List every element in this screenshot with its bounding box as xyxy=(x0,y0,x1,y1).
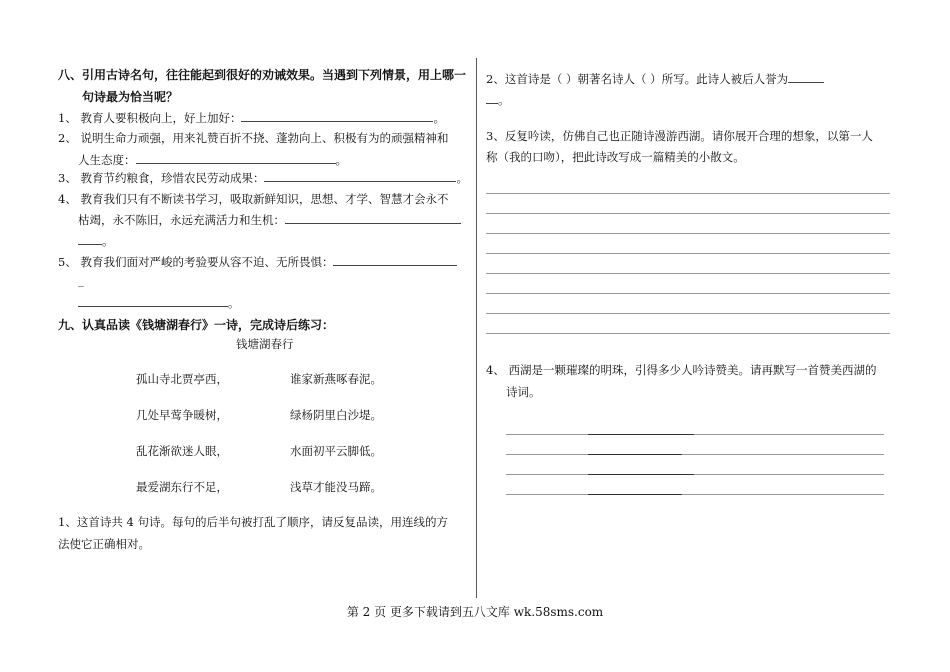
answer-line-accent xyxy=(588,454,682,455)
s8-q5-text: 5、 教育我们面对严峻的考验要从容不迫、无所畏惧： xyxy=(58,255,334,269)
s8-q5-blank-b[interactable] xyxy=(78,295,228,307)
writing-line[interactable] xyxy=(486,313,890,314)
s8-q1-period: 。 xyxy=(433,111,445,125)
s8-q4-text: 枯竭，永不陈旧，永远充满活力和生机： xyxy=(78,213,285,227)
s8-q2-text: 人生态度： xyxy=(78,153,136,167)
writing-line[interactable] xyxy=(486,253,890,254)
s8-q5-blank-a[interactable] xyxy=(333,254,457,266)
s8-q1-text: 1、 教育人要积极向上，好上加好： xyxy=(58,111,242,125)
poem-left-2: 几处早莺争暖树， xyxy=(136,408,228,422)
r-q3-line1: 3、反复吟读，仿佛自己也正随诗漫游西湖。请你展开合理的想象，以第一人 xyxy=(486,129,873,143)
s9-q1-line1: 1、这首诗共 4 句诗。每句的后半句被打乱了顺序，请反复品读，用连线的方 xyxy=(58,515,448,529)
s8-q5 xyxy=(58,254,457,270)
answer-line[interactable] xyxy=(506,494,884,495)
s8-q4-blank-b[interactable] xyxy=(78,233,102,245)
s8-q3 xyxy=(58,170,468,186)
writing-line[interactable] xyxy=(486,213,890,214)
answer-line[interactable] xyxy=(506,474,884,475)
writing-line[interactable] xyxy=(486,233,890,234)
s8-q5-dash: _ xyxy=(78,273,84,287)
s8-q4-line3 xyxy=(78,233,114,249)
s8-q3-period: 。 xyxy=(456,171,468,185)
r-q4-line1: 4、 西湖是一颗璀璨的明珠，引得多少人吟诗赞美。请再默写一首赞美西湖的 xyxy=(486,363,877,377)
r-q2-blank-b[interactable] xyxy=(486,92,498,104)
s8-q2-line2 xyxy=(78,152,347,168)
writing-line[interactable] xyxy=(486,333,890,334)
answer-line-accent xyxy=(588,474,694,475)
poem-left-4: 最爱湖东行不足， xyxy=(136,480,228,494)
writing-line[interactable] xyxy=(486,193,890,194)
r-q2-period: 。 xyxy=(498,93,510,107)
poem-left-3: 乱花渐欲迷人眼， xyxy=(136,444,228,458)
s8-q1 xyxy=(58,110,445,126)
r-q4-line2: 诗词。 xyxy=(506,385,541,399)
s8-q2-blank[interactable] xyxy=(136,152,336,164)
s8-q2-line1: 2、 说明生命力顽强，用来礼赞百折不挠、蓬勃向上、积极有为的顽强精神和 xyxy=(58,131,449,145)
s8-q5-period: 。 xyxy=(228,296,240,310)
section8-title-line1: 八、引用古诗名句，往往能起到很好的劝诫效果。当遇到下列情景，用上哪一 xyxy=(58,68,467,82)
poem-right-2: 绿杨阴里白沙堤。 xyxy=(290,408,382,422)
writing-line[interactable] xyxy=(486,293,890,294)
column-divider xyxy=(476,58,477,598)
section9-title: 九、认真品读《钱塘湖春行》一诗，完成诗后练习： xyxy=(58,318,335,332)
answer-line-accent xyxy=(588,494,682,495)
poem-right-4: 浅草才能没马蹄。 xyxy=(290,480,382,494)
page-footer: 第 2 页 更多下载请到五八文库 wk.58sms.com xyxy=(346,605,604,619)
poem-right-1: 谁家新燕啄春泥。 xyxy=(290,372,382,386)
s8-q4-line2 xyxy=(78,212,461,228)
poem-title: 钱塘湖春行 xyxy=(236,337,294,351)
s8-q2-period: 。 xyxy=(335,153,347,167)
r-q2-blank-a[interactable] xyxy=(788,71,824,83)
s8-q5-line3 xyxy=(78,295,240,311)
r-q2-text: 2、这首诗是（ ）朝著名诗人（ ）所写。此诗人被后人誉为 xyxy=(486,72,789,86)
answer-line[interactable] xyxy=(506,454,884,455)
section8-title-line2: 句诗最为恰当呢？ xyxy=(82,90,179,104)
s9-q1-line2: 法使它正确相对。 xyxy=(58,537,150,551)
poem-right-3: 水面初平云脚低。 xyxy=(290,444,382,458)
s8-q3-blank[interactable] xyxy=(264,170,456,182)
r-q2-line1 xyxy=(486,71,824,87)
s8-q4-blank-a[interactable] xyxy=(285,212,461,224)
writing-line[interactable] xyxy=(486,273,890,274)
answer-line[interactable] xyxy=(506,434,884,435)
s8-q3-text: 3、 教育节约粮食，珍惜农民劳动成果： xyxy=(58,171,265,185)
s8-q1-blank[interactable] xyxy=(241,110,433,122)
poem-left-1: 孤山寺北贾亭西， xyxy=(136,372,228,386)
r-q3-line2: 称（我的口吻），把此诗改写成一篇精美的小散文。 xyxy=(486,150,745,164)
s8-q4-line1: 4、 教育我们只有不断读书学习，吸取新鲜知识，思想、才学、智慧才会永不 xyxy=(58,192,449,206)
s8-q4-period: 。 xyxy=(102,234,114,248)
answer-line-accent xyxy=(588,434,694,435)
r-q2-line2 xyxy=(486,92,510,108)
